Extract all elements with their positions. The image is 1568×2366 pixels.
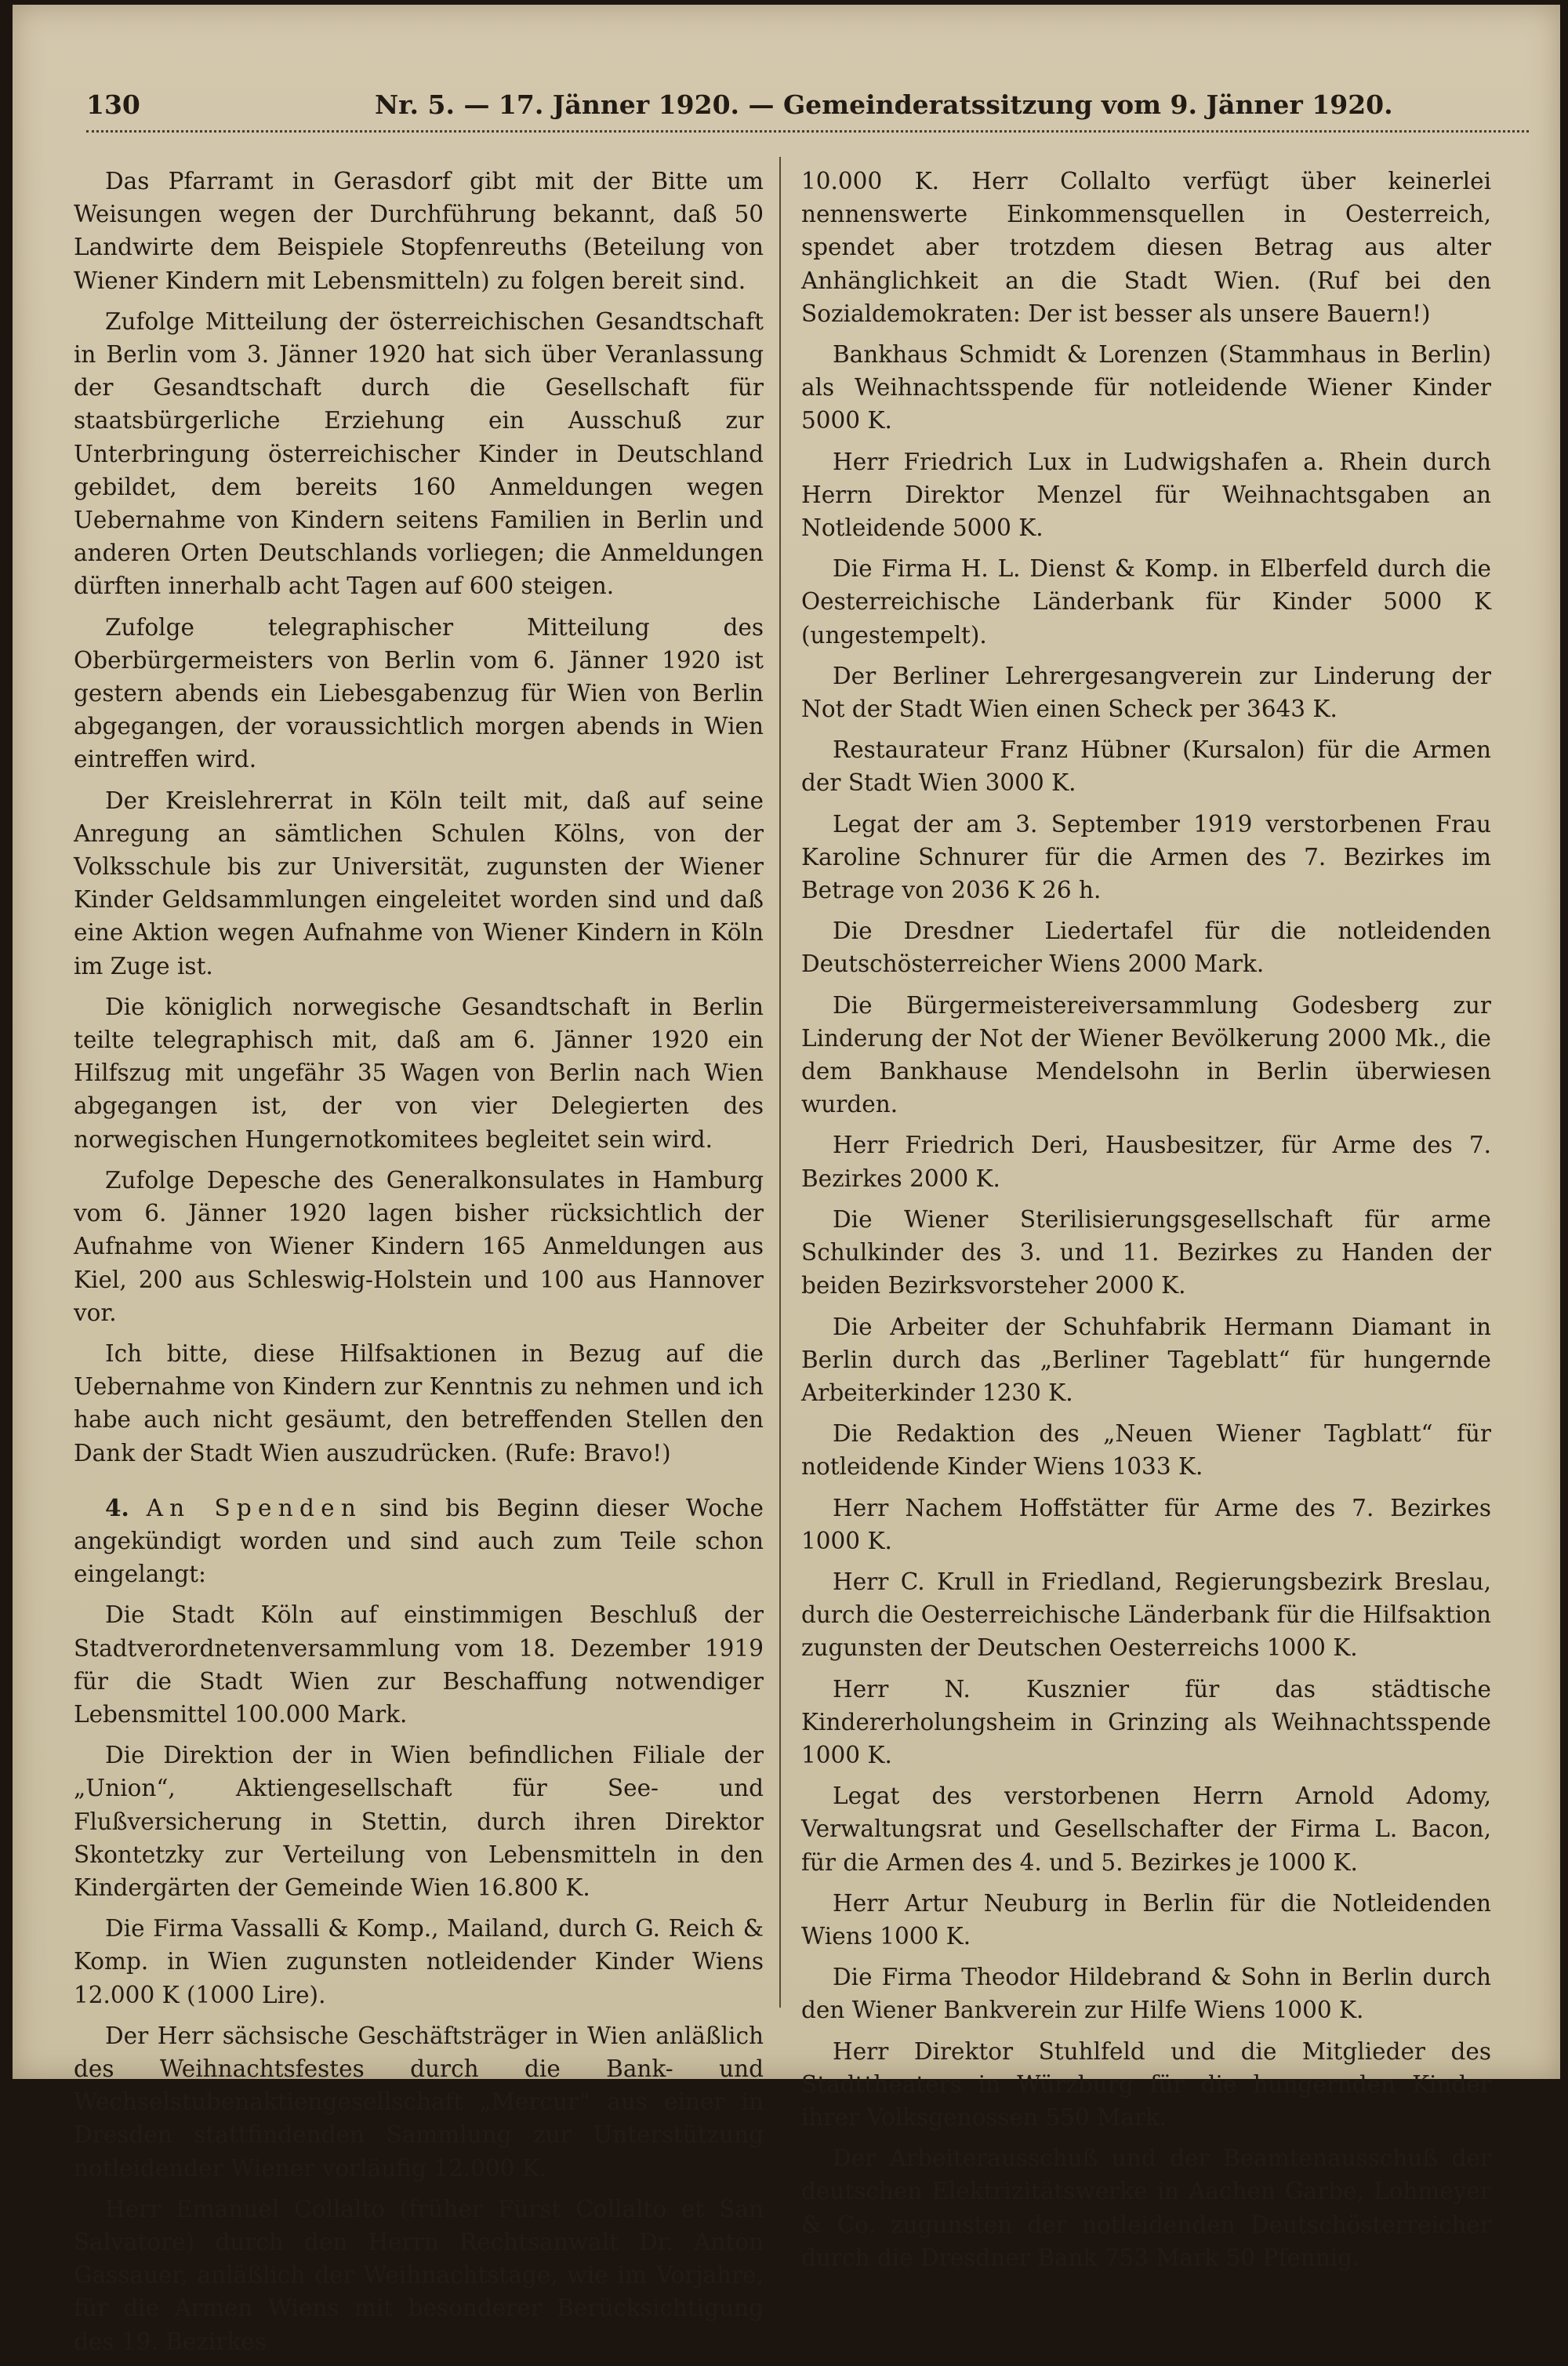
paragraph: Die Firma Vassalli & Komp., Mailand, durch G. Reich & Komp. in Wien zugunsten notleidender Kinder Wiens 12.000 K (1000 Lire). — [74, 1915, 764, 2008]
page-number: 130 — [86, 89, 140, 120]
paragraph: Die Dresdner Liedertafel für die notleidenden Deutschösterreicher Wiens 2000 Mark. — [801, 918, 1491, 978]
paragraph: Die Stadt Köln auf einstimmigen Beschluß der Stadtverordnetenversammlung vom 18. Dezember 1919 für die Stadt Wien zur Beschaffung notwendiger Lebensmittel 100.000 Mark. — [74, 1601, 764, 1728]
paragraph: Der Berliner Lehrergesangverein zur Linderung der Not der Stadt Wien einen Scheck per 3643 K. — [801, 662, 1491, 723]
paragraph: Herr N. Kusznier für das städtische Kindererholungsheim in Grinzing als Weihnachtsspende 1000 K. — [801, 1675, 1491, 1768]
header-title: Nr. 5. — 17. Jänner 1920. — Gemeinderatssitzung vom 9. Jänner 1920. — [375, 89, 1393, 120]
paragraph: Herr Artur Neuburg in Berlin für die Notleidenden Wiens 1000 K. — [801, 1889, 1491, 1950]
paragraph: Herr C. Krull in Friedland, Regierungsbezirk Breslau, durch die Oesterreichische Länderbank für die Hilfsaktion zugunsten der Deutschen Oesterreichs 1000 K. — [801, 1568, 1491, 1662]
paragraph: Die Arbeiter der Schuhfabrik Hermann Diamant in Berlin durch das „Berliner Tageblatt“ für hungernde Arbeiterkinder 1230 K. — [801, 1313, 1491, 1406]
left-column — [74, 165, 764, 2366]
paragraph: Zufolge Mitteilung der österreichischen Gesandtschaft in Berlin vom 3. Jänner 1920 hat sich über Veranlassung der Gesandtschaft durch die Gesellschaft für staatsbürgerliche Erziehung ein Ausschuß zur Unterbringung österreichischer Kinder in Deutschland gebildet, dem bereits 160 Anmeldungen wegen Uebernahme von Kindern seitens Familien in Berlin und anderen Orten Deutschlands vorliegen; die Anmeldungen dürften innerhalb acht Tagen auf 600 steigen. — [74, 307, 764, 600]
paragraph: Die Direktion der in Wien befindlichen Filiale der „Union“, Aktiengesellschaft für See- und Flußversicherung in Stettin, durch ihren Direktor Skontetzky zur Verteilung von Lebensmitteln in den Kindergärten der Gemeinde Wien 16.800 K. — [74, 1742, 764, 1901]
section-paragraph — [74, 1492, 764, 1591]
section-heading: An Spenden — [146, 1494, 363, 1521]
paragraph: Der Arbeiterausschuß und der Beamtenausschuß der deutschen Elektrizitätswerke in Aachen Garbe, Lohmeyer & Co. zugunsten der notleidenden Deutschösterreicher durch die Dresdner Bank 753 Mark 50 Pfennig. — [801, 2145, 1491, 2271]
paragraph: Restaurateur Franz Hübner (Kursalon) für die Armen der Stadt Wien 3000 K. — [801, 736, 1491, 797]
paragraph: Die Bürgermeistereiversammlung Godesberg zur Linderung der Not der Wiener Bevölkerung 2000 Mk., die dem Bankhause Mendelsohn in Berlin überwiesen wurden. — [801, 991, 1491, 1118]
paragraph: Legat des verstorbenen Herrn Arnold Adomy, Verwaltungsrat und Gesellschafter der Firma L. Bacon, für die Armen des 4. und 5. Bezirkes je 1000 K. — [801, 1783, 1491, 1876]
paragraph: Die königlich norwegische Gesandtschaft in Berlin teilte telegraphisch mit, daß am 6. Jänner 1920 ein Hilfszug mit ungefähr 35 Wagen von Berlin nach Wien abgegangen ist, der von vier Delegierten des norwegischen Hungernotkomitees begleitet sein wird. — [74, 993, 764, 1153]
paragraph: Herr Nachem Hoffstätter für Arme des 7. Bezirkes 1000 K. — [801, 1494, 1491, 1554]
page-header — [86, 89, 1529, 124]
section-number: 4. — [105, 1493, 129, 1521]
paragraph: Der Kreislehrerrat in Köln teilt mit, daß auf seine Anregung an sämtlichen Schulen Kölns, von der Volksschule bis zur Universität, zugunsten der Wiener Kinder Geldsammlungen eingeleitet worden sind und daß eine Aktion wegen Aufnahme von Wiener Kindern in Köln im Zuge ist. — [74, 787, 764, 979]
section-text: sind bis Beginn dieser Woche angekündigt worden und sind auch zum Teile schon eingelangt: — [74, 1494, 764, 1588]
paragraph: Legat der am 3. September 1919 verstorbenen Frau Karoline Schnurer für die Armen des 7. Bezirkes im Betrage von 2036 K 26 h. — [801, 810, 1491, 904]
paragraph: Zufolge Depesche des Generalkonsulates in Hamburg vom 6. Jänner 1920 lagen bisher rücksichtlich der Aufnahme von Wiener Kindern 165 Anmeldungen aus Kiel, 200 aus Schleswig-Holstein und 100 aus Hannover vor. — [74, 1166, 764, 1326]
header-rule — [86, 130, 1529, 133]
paragraph: Herr Friedrich Lux in Ludwigshafen a. Rhein durch Herrn Direktor Menzel für Weihnachtsgaben an Notleidende 5000 K. — [801, 448, 1491, 542]
column-divider — [779, 157, 781, 2008]
paragraph: Ich bitte, diese Hilfsaktionen in Bezug auf die Uebernahme von Kindern zur Kenntnis zu nehmen und ich habe auch nicht gesäumt, den betreffenden Stellen den Dank der Stadt Wien auszudrücken. (Rufe: Bravo!) — [74, 1339, 764, 1466]
paragraph: Bankhaus Schmidt & Lorenzen (Stammhaus in Berlin) als Weihnachtsspende für notleidende Wiener Kinder 5000 K. — [801, 341, 1491, 434]
right-column — [801, 165, 1491, 2282]
paragraph: Herr Friedrich Deri, Hausbesitzer, für Arme des 7. Bezirkes 2000 K. — [801, 1132, 1491, 1192]
paragraph: Herr Emanuel Collalto (früher Fürst Collalto et San Salvatore) durch den Herrn Rechtsanwalt Dr. Anton Gassauer, anläßlich der Weihnachtstage, wie im Vorjahre, für die Armen Wiens mit besonderer Berücksichtigung des 19. Bezirkes — [74, 2195, 764, 2355]
paragraph: Die Firma H. L. Dienst & Komp. in Elberfeld durch die Oesterreichische Länderbank für Kinder 5000 K (ungestempelt). — [801, 555, 1491, 649]
paragraph: Die Redaktion des „Neuen Wiener Tagblatt“ für notleidende Kinder Wiens 1033 K. — [801, 1420, 1491, 1481]
paragraph: Das Pfarramt in Gerasdorf gibt mit der Bitte um Weisungen wegen der Durchführung bekannt, daß 50 Landwirte dem Beispiele Stopfenreuths (Beteilung von Wiener Kindern mit Lebensmitteln) zu folgen bereit sind. — [74, 168, 764, 294]
paragraph: Die Firma Theodor Hildebrand & Sohn in Berlin durch den Wiener Bankverein zur Hilfe Wiens 1000 K. — [801, 1964, 1491, 2024]
paragraph: Herr Direktor Stuhlfeld und die Mitglieder des Stadttheaters in Würzburg für die hungernden Kinder ihrer Volksgenossen 550 Mark. — [801, 2037, 1491, 2131]
paragraph: Zufolge telegraphischer Mitteilung des Oberbürgermeisters von Berlin vom 6. Jänner 1920 ist gestern abends ein Liebesgabenzug für Wien von Berlin abgegangen, der voraussichtlich morgen abends in Wien eintreffen wird. — [74, 613, 764, 773]
paragraph: 10.000 K. Herr Collalto verfügt über keinerlei nennenswerte Einkommensquellen in Oesterreich, spendet aber trotzdem diesen Betrag aus alter Anhänglichkeit an die Stadt Wien. (Ruf bei den Sozialdemokraten: Der ist besser als unsere Bauern!) — [801, 168, 1491, 327]
paragraph: Der Herr sächsische Geschäftsträger in Wien anläßlich des Weihnachtsfestes durch die Bank- und Wechselstubenaktiengesellschaft „Mercur“ aus einer in Dresden stattfindenden Sammlung zur Unterstützung notleidender Wiener vorläufig 12.000 K. — [74, 2022, 764, 2182]
paragraph: Die Wiener Sterilisierungsgesellschaft für arme Schulkinder des 3. und 11. Bezirkes zu Handen der beiden Bezirksvorsteher 2000 K. — [801, 1205, 1491, 1299]
